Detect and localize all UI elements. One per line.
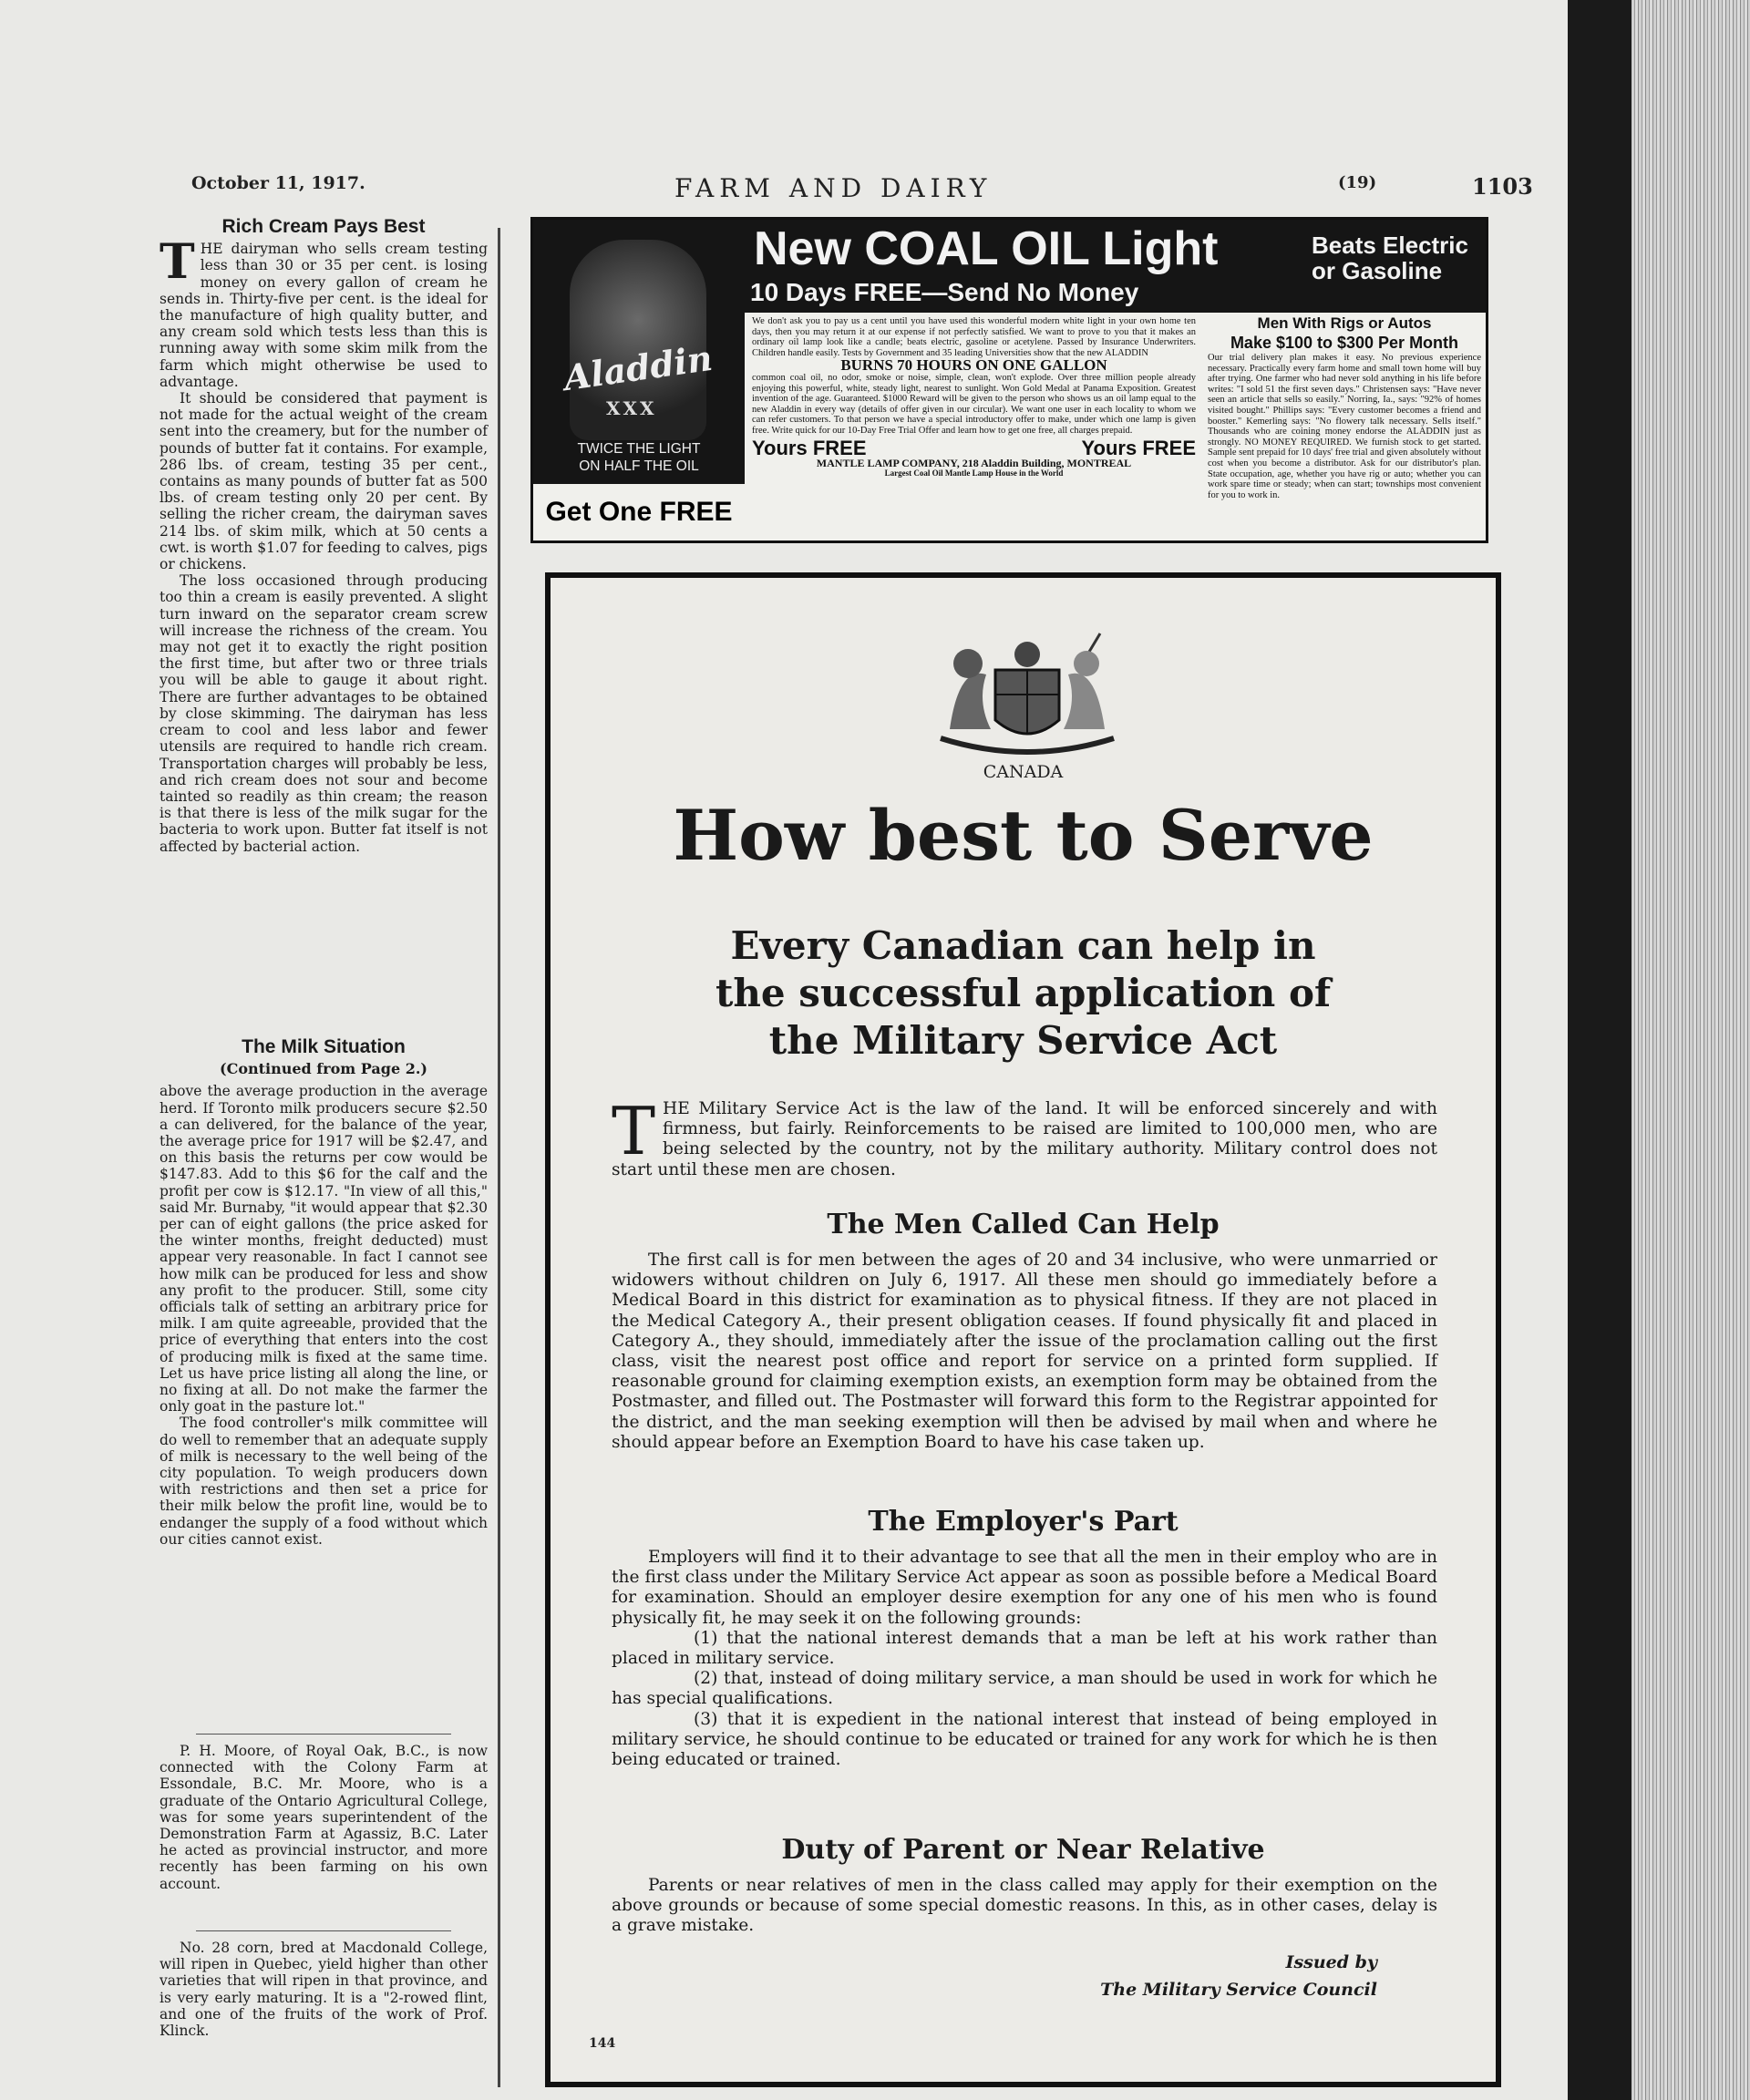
ad-body: We don't ask you to pay us a cent until you have used this wonderful modern white light in your own home ten days, then you may return it at our expense if not perfectly satisfied. We want to prove to you that it makes an ordinary oil lamp look like a candle; beats electric, gasoline or acetylene. Passed by Insurance Underwriters. Children handle easily. Tests by Government and 35 leading Universities show that the new ALADDIN BURNS 70 HOURS ON ONE GALLON common coal oil, no odor, smoke or noise, simple, clean, won't explode. Over three million people already enjoying this powerful, white, steady light, nearest to sunlight. Won Gold Medal at Panama Exposition. Greatest invention of the age. Guaranteed. $1000 Reward will be given to the person who shows us an oil lamp equal to the new Aladdin in every way (details of offer given in our circular). We want one user in each locality to whom we can refer customers. To that person we have a special introductory offer to make, under which one lamp is given free. Write quick for our 10-Day Free Trial Offer and learn how to get one free, all charges prepaid. Yours FREE Yours FREE MANTLE LAMP COMPANY, 218 Aladdin Building, MONTREAL Largest Coal Oil Mantle Lamp House in the World [752, 316, 1196, 479]
article-paragraph: No. 28 corn, bred at Macdonald College, will ripen in Quebec, yield higher than other varieties that will ripen in that province, and is very early maturing. It is a "2-rowed flint, and one of the fruits of the work of Prof. Klinck. [160, 1940, 488, 2040]
notice-section-employer: Employers will find it to their advantage to see that all the men in their employ who are in the first class under the Military Service Act appear as soon as possible before a Medical Board for examination. Should an employer desire exemption for any one of his men who is found physically fit, he may seek it on the following grounds: (1) that the national interest demands that a man be left at his work rather than placed in military service. (2) that, instead of doing military service, a man should be used in work for which he has special qualifications. (3) that it is expedient in the national interest that instead of being employed in military service, he should continue to be educated or trained for any work for which he is then being educated or trained. [612, 1548, 1437, 1770]
article-moore [160, 1743, 488, 1892]
notice-title: How best to Serve [673, 795, 1374, 876]
ad-agents: Men With Rigs or Autos Make $100 to $300 Per Month Our trial delivery plan makes it easy. No previous experience necessary. Practically every farm home and small town home will buy after trying. One farmer who had never sold anything in his life before writes: "I sold 51 the first seven days." Christensen says: "Have never seen an article that sells so easily." Norring, Ia., says: "92% of homes visited bought." Phillips says: "Every customer becomes a friend and booster." Kemerling says: "No flowery talk necessary. Sells itself." Thousands who are coining money endorse the ALADDIN just as strongly. NO MONEY REQUIRED. We furnish stock to get started. Sample sent prepaid for 10 days' free trial and given absolutely without cost when you become a distributor. Ask for our distributor's plan. State occupation, age, whether you have rig or auto; whether you can work spare time or steady; when can start; townships most convenient for you to work in. [1208, 314, 1481, 500]
publication-title: FARM AND DAIRY [674, 173, 993, 203]
article-paragraph: The food controller's milk committee will do well to remember that an adequate supply of milk is necessary to the well being of the city population. To weigh producers down with restrictions and then set a price for their milk below the profit line, would be to endanger the supply of a food without which our cities cannot exist. [160, 1415, 488, 1548]
notice-section-parent: Parents or near relatives of men in the class called may apply for their exemption on the above grounds or because of some special domestic reasons. In this, as in other cases, delay is a grave mistake. [612, 1876, 1437, 1936]
aladdin-lamp-advertisement [530, 217, 1488, 543]
ad-beats: Beats Electric or Gasoline [1312, 232, 1468, 284]
ad-headline: New COAL OIL Light [754, 222, 1219, 275]
lamp-caption: TWICE THE LIGHT ON HALF THE OIL [577, 441, 701, 474]
notice-intro: THE Military Service Act is the law of the land. It will be enforced sincerely and with firmness, but fairly. Reinforcements to be raised are limited to 100,000 men, who are being selected by the country, not by the military authority. Military control does not start until these men are chosen. [612, 1093, 1437, 1179]
yours-free: Yours FREE [752, 436, 867, 459]
ground-item: (2) that, instead of doing military service, a man should be used in work for which he has special qualifications. [612, 1669, 1437, 1709]
article-title: Rich Cream Pays Best [221, 216, 426, 237]
get-one-free: Get One FREE [533, 484, 745, 540]
notice-subtitle: Every Canadian can help in the successful application of the Military Service Act [715, 923, 1332, 1063]
section-heading: Duty of Parent or Near Relative [781, 1834, 1265, 1866]
ad-banner [745, 220, 1486, 313]
lamp-mark: XXX [606, 397, 657, 419]
ad-burns: BURNS 70 HOURS ON ONE GALLON [840, 356, 1107, 375]
ad-code: 144 [589, 2036, 616, 2051]
section-heading: The Employer's Part [868, 1506, 1179, 1538]
article-paragraph: above the average production in the average herd. If Toronto milk producers secure $2.50 a can delivered, for the balance of the year, the average price for 1917 will be $2.47, and on this basis the returns per cow would be $147.83. Add to this $6 for the calf and the profit per cow is $12.17. "In view of all this," said Mr. Burnaby, "it would appear that $2.30 per can of eight gallons (the price asked for the winter months, freight deducted) must appear very reasonable. In fact I cannot see how milk can be produced for less and show any profit to the producer. Still, some city officials talk of setting an arbitrary price for milk. I am quite agreeable, provided that the price of everything that enters into the cost of producing milk is fixed at the same time. Let us have price listing all along the line, or no fixing at all. Do not make the farmer the only goat in the pasture lot." [160, 1083, 488, 1415]
article-title: The Milk Situation [242, 1036, 406, 1057]
page-edges [1632, 0, 1750, 2100]
drop-cap: T [612, 1093, 656, 1169]
ad-company-sub: Largest Coal Oil Mantle Lamp House in the World [884, 468, 1064, 479]
article-corn [160, 1940, 488, 2039]
issue-number: (19) [1338, 173, 1377, 192]
military-service-notice [545, 572, 1501, 2087]
ad-free-line: 10 Days FREE—Send No Money [750, 278, 1139, 306]
article-paragraph: The loss occasioned through producing too thin a cream is easily prevented. A slight turn inward on the separator cream screw will increase the richness of the cream. You may not get it to exactly the right position the first time, but after two or three trials you will be able to gauge it about right. There are further advantages to be obtained by close skimming. The dairyman has less cream to cool and less labor and fewer utensils are required to handle rich cream. Transportation charges will probably be less, and rich cream does not sour and become tainted so readily as thin cream; the reason is that there is less of the milk sugar for the bacteria to work upon. Butter fat itself is not affected by bacterial action. [160, 572, 488, 855]
yours-free: Yours FREE [1081, 436, 1196, 459]
article-milk-situation [160, 1036, 488, 1548]
issued-by: Issued by The Military Service Council [1100, 1952, 1377, 2000]
ad-agents-earnings: Make $100 to $300 Per Month [1230, 334, 1459, 352]
divider [196, 1930, 451, 1931]
ad-company: MANTLE LAMP COMPANY, 218 Aladdin Building, MONTREAL [816, 456, 1132, 469]
coat-of-arms-icon [922, 629, 1132, 761]
section-heading: The Men Called Can Help [827, 1209, 1220, 1240]
article-rich-cream [160, 216, 488, 855]
notice-section-men: The first call is for men between the ages of 20 and 34 inclusive, who were unmarried or widowers without children on July 6, 1917. All these men should go immediately before a Medical Board in this district for examination as to physical fitness. If they are not placed in the Medical Category A., their present obligation ceases. If found physically fit and placed in Category A., they should, immediately after the issue of the proclamation calling out the first class, visit the nearest post office and report for service on a printed form supplied. If reasonable ground for claiming exemption exists, an exemption form may be obtained from the Postmaster, and filled out. The Postmaster will forward this form to the Registrar appointed for the district, and the man seeking exemption will then be advised by mail when and where he should appear before an Exemption Board to have his case taken up. [612, 1251, 1437, 1452]
lamp-brand: Aladdin [561, 336, 715, 399]
divider [196, 1734, 451, 1735]
article-paragraph: P. H. Moore, of Royal Oak, B.C., is now connected with the Colony Farm at Essondale, B.C. Mr. Moore, who is a graduate of the Ontario Agricultural College, was for some years superintendent of the Demonstration Farm at Agassiz, B.C. Later he acted as provincial instructor, and more recently has been farming on his own account. [160, 1743, 488, 1892]
ground-item: (3) that it is expedient in the national interest that instead of being employed in military service, he should continue to be educated or trained for any work for which he is then being educated or trained. [612, 1709, 1437, 1770]
notice-country: CANADA [983, 762, 1064, 782]
drop-cap: T [160, 234, 195, 291]
ground-item: (1) that the national interest demands that a man be left at his work rather than placed in military service. [612, 1628, 1437, 1669]
article-subtitle: (Continued from Page 2.) [220, 1060, 427, 1078]
column-rule [498, 228, 500, 2087]
article-paragraph: THE dairyman who sells cream testing less than 30 or 35 per cent. is losing money on every gallon of cream he sends in. Thirty-five per cent. is the ideal for the manufacture of high quality butter, and any cream sold which tests less than this is running away with some skim milk from the farm which might otherwise be used to advantage. [160, 234, 488, 390]
article-paragraph: It should be considered that payment is not made for the actual weight of the cream sent into the creamery, but for the number of pounds of butter fat it contains. For example, 286 lbs. of cream, testing 35 per cent., contains as many pounds of butter fat as 500 lbs. of cream testing only 20 per cent. By selling the richer cream, the dairyman saves 214 lbs. of skim milk, which at 50 cents a cwt. is worth $1.07 for feeding to calves, pigs or chickens. [160, 390, 488, 573]
issue-date: October 11, 1917. [191, 173, 365, 193]
page-number: 1103 [1472, 173, 1533, 200]
ad-agents-heading: Men With Rigs or Autos [1257, 314, 1432, 332]
